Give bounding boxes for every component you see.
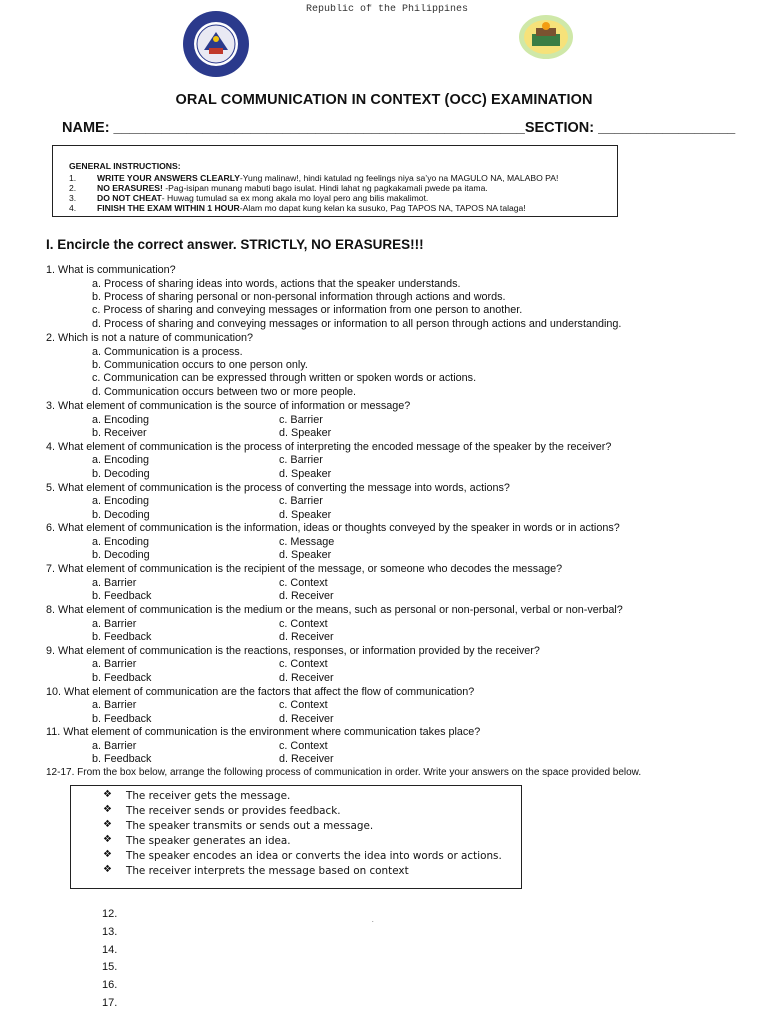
q3-option-c[interactable]: c. Barrier bbox=[279, 413, 323, 426]
q4-option-c[interactable]: c. Barrier bbox=[279, 454, 323, 467]
process-item bbox=[103, 804, 341, 817]
process-item-text: The speaker transmits or sends out a message. bbox=[126, 820, 374, 832]
q11-option-c[interactable]: c. Context bbox=[279, 739, 328, 752]
diamond-bullet-icon: ❖ bbox=[103, 834, 112, 845]
q7-option-a[interactable]: a. Barrier bbox=[92, 576, 137, 589]
q1-option-d[interactable]: d. Process of sharing and conveying messages or information to all person through actions and understanding. bbox=[92, 318, 622, 330]
q3-option-b[interactable]: b. Receiver bbox=[92, 427, 147, 439]
q3-option-d[interactable]: d. Speaker bbox=[279, 427, 332, 439]
q7-option-c[interactable]: c. Context bbox=[279, 576, 328, 589]
process-item bbox=[103, 849, 502, 862]
q1-option-c[interactable]: c. Process of sharing and conveying messages or information from one person to another. bbox=[92, 304, 523, 316]
question-10: 10. What element of communication are the factors that affect the flow of communication? bbox=[46, 685, 475, 698]
question-2: 2. Which is not a nature of communication? bbox=[46, 332, 254, 344]
exam-title: ORAL COMMUNICATION IN CONTEXT (OCC) EXAMINATION bbox=[175, 92, 593, 108]
instruction-item: 4. FINISH THE EXAM WITHIN 1 HOUR-Alam mo dapat kung kelan ka susuko, Pag TAPOS NA, TAPOS NA talaga! bbox=[69, 203, 526, 213]
q5-option-b[interactable]: b. Decoding bbox=[92, 508, 150, 521]
process-item bbox=[103, 864, 409, 877]
process-item-text: The receiver sends or provides feedback. bbox=[126, 805, 341, 817]
answer-line[interactable]: 12. bbox=[102, 908, 118, 920]
instruction-item: 3. DO NOT CHEAT- Huwag tumulad sa ex mong akala mo loyal pero ang bilis makalimot. bbox=[69, 193, 429, 203]
instruction-item: 2. NO ERASURES! -Pag-isipan munang mabuti bago isulat. Hindi lahat ng pagkakamali pwede pa itama. bbox=[69, 183, 488, 193]
q10-option-d[interactable]: d. Receiver bbox=[279, 712, 334, 725]
q10-option-a[interactable]: a. Barrier bbox=[92, 699, 137, 712]
q4-option-b[interactable]: b. Decoding bbox=[92, 467, 150, 480]
q4-option-d[interactable]: d. Speaker bbox=[279, 467, 332, 480]
school-logo bbox=[518, 14, 574, 60]
instructions-title: GENERAL INSTRUCTIONS: bbox=[69, 161, 181, 171]
q2-option-c[interactable]: c. Communication can be expressed through written or spoken words or actions. bbox=[92, 372, 477, 384]
question-7: 7. What element of communication is the recipient of the message, or someone who decodes the message? bbox=[46, 563, 563, 576]
q6-option-b[interactable]: b. Decoding bbox=[92, 549, 150, 562]
q1-option-a[interactable]: a. Process of sharing ideas into words, actions that the speaker understands. bbox=[92, 278, 461, 290]
process-item-text: The speaker encodes an idea or converts the idea into words or actions. bbox=[126, 850, 502, 862]
q7-option-d[interactable]: d. Receiver bbox=[279, 590, 334, 603]
q2-option-b[interactable]: b. Communication occurs to one person only. bbox=[92, 359, 308, 371]
q11-option-a[interactable]: a. Barrier bbox=[92, 739, 137, 752]
diamond-bullet-icon: ❖ bbox=[103, 789, 112, 800]
question-11: 11. What element of communication is the environment where communication takes place? bbox=[46, 726, 481, 739]
process-item-text: The receiver interprets the message based on context bbox=[126, 865, 409, 877]
section-one-title: I. Encircle the correct answer. STRICTLY, NO ERASURES!!! bbox=[46, 237, 424, 252]
arrange-instruction: 12-17. From the box below, arrange the following process of communication in order. Write your answers on the space provided below. bbox=[46, 767, 642, 778]
q9-option-d[interactable]: d. Receiver bbox=[279, 671, 334, 684]
q1-option-b[interactable]: b. Process of sharing personal or non-personal information through actions and words. bbox=[92, 291, 506, 303]
deped-seal bbox=[182, 10, 250, 78]
process-item bbox=[103, 819, 374, 832]
q5-option-a[interactable]: a. Encoding bbox=[92, 495, 150, 508]
q9-option-c[interactable]: c. Context bbox=[279, 658, 328, 671]
q4-option-a[interactable]: a. Encoding bbox=[92, 454, 150, 467]
question-1: 1. What is communication? bbox=[46, 264, 176, 276]
question-9: 9. What element of communication is the reactions, responses, or information provided by the receiver? bbox=[46, 644, 540, 657]
answer-line[interactable]: 16. bbox=[102, 979, 118, 992]
process-item-text: The receiver gets the message. bbox=[126, 790, 291, 802]
q7-option-b[interactable]: b. Feedback bbox=[92, 590, 152, 603]
answer-line[interactable]: 17. bbox=[102, 997, 118, 1009]
process-item bbox=[103, 789, 291, 802]
q9-option-b[interactable]: b. Feedback bbox=[92, 671, 152, 684]
q6-option-a[interactable]: a. Encoding bbox=[92, 535, 150, 548]
stray-mark: . bbox=[372, 918, 374, 924]
diamond-bullet-icon: ❖ bbox=[103, 804, 112, 815]
diamond-bullet-icon: ❖ bbox=[103, 819, 112, 830]
republic-heading: Republic of the Philippines bbox=[306, 4, 469, 14]
q2-option-a[interactable]: a. Communication is a process. bbox=[92, 346, 243, 358]
q6-option-c[interactable]: c. Message bbox=[279, 535, 335, 548]
general-instructions-box bbox=[52, 145, 618, 217]
q10-option-c[interactable]: c. Context bbox=[279, 699, 328, 712]
q8-option-d[interactable]: d. Receiver bbox=[279, 631, 334, 643]
q8-option-c[interactable]: c. Context bbox=[279, 617, 328, 630]
question-6: 6. What element of communication is the information, ideas or thoughts conveyed by the speaker in words or in actions? bbox=[46, 522, 620, 535]
q5-option-c[interactable]: c. Barrier bbox=[279, 495, 323, 508]
question-3: 3. What element of communication is the source of information or message? bbox=[46, 400, 411, 412]
q8-option-a[interactable]: a. Barrier bbox=[92, 617, 137, 630]
q11-option-b[interactable]: b. Feedback bbox=[92, 753, 152, 766]
question-8: 8. What element of communication is the medium or the means, such as personal or non-personal, verbal or non-verbal? bbox=[46, 604, 623, 616]
question-4: 4. What element of communication is the process of interpreting the encoded message of the speaker by the receiver? bbox=[46, 440, 612, 453]
q5-option-d[interactable]: d. Speaker bbox=[279, 508, 332, 521]
diamond-bullet-icon: ❖ bbox=[103, 864, 112, 875]
diamond-bullet-icon: ❖ bbox=[103, 849, 112, 860]
question-5: 5. What element of communication is the process of converting the message into words, actions? bbox=[46, 481, 510, 494]
process-item bbox=[103, 834, 291, 847]
instruction-item: 1. WRITE YOUR ANSWERS CLEARLY-Yung malinaw!, hindi katulad ng feelings niya sa’yo na MAGULO NA, MALABO PA! bbox=[69, 173, 559, 183]
q6-option-d[interactable]: d. Speaker bbox=[279, 549, 332, 562]
q2-option-d[interactable]: d. Communication occurs between two or more people. bbox=[92, 386, 357, 398]
process-item-text: The speaker generates an idea. bbox=[126, 835, 291, 847]
q8-option-b[interactable]: b. Feedback bbox=[92, 631, 152, 643]
q10-option-b[interactable]: b. Feedback bbox=[92, 712, 152, 725]
answer-line[interactable]: 15. bbox=[102, 961, 118, 974]
q9-option-a[interactable]: a. Barrier bbox=[92, 658, 137, 671]
q11-option-d[interactable]: d. Receiver bbox=[279, 753, 334, 766]
answer-line[interactable]: 13. bbox=[102, 925, 118, 938]
answer-line[interactable]: 14. bbox=[102, 943, 118, 956]
q3-option-a[interactable]: a. Encoding bbox=[92, 413, 150, 426]
name-section-line[interactable]: NAME: ___________________________________________________SECTION: _________________ bbox=[62, 120, 736, 136]
